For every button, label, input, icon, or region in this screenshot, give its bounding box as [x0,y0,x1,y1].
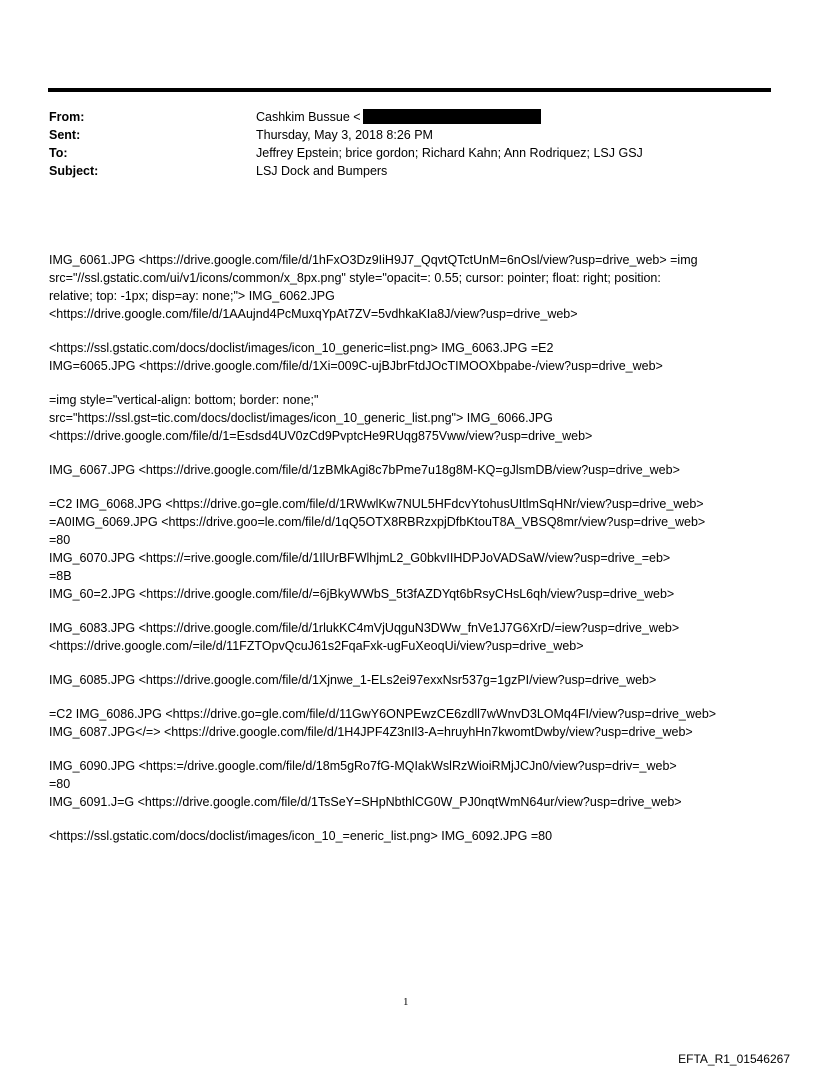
body-line: =8B [49,569,72,583]
body-line: IMG=6065.JPG <https://drive.google.com/file/d/1Xi=009C-ujBJbrFtdJOcTIMOOXbpabe-/view?usp=drive_web> [49,359,663,373]
body-line: relative; top: -1px; disp=ay: none;"> IMG_6062.JPG [49,289,335,303]
body-line: IMG_6090.JPG <https:=/drive.google.com/file/d/18m5gRo7fG-MQIakWslRzWioiRMjJCJn0/view?usp=driv=_web> [49,759,677,773]
page-number: 1 [403,996,409,1008]
from-value [256,108,541,126]
body-line: =A0IMG_6069.JPG <https://drive.goo=le.com/file/d/1qQ5OTX8RBRzxpjDfbKtouT8A_VBSQ8mr/view?usp=drive_web> [49,515,706,529]
body-line: <https://drive.google.com/=ile/d/11FZTOpvQcuJ61s2FqaFxk-ugFuXeoqUi/view?usp=drive_web> [49,639,584,653]
body-line: src="//ssl.gstatic.com/ui/v1/icons/common/x_8px.png" style="opacit=: 0.55; cursor: pointer; float: right; position: [49,271,661,285]
bates-number: EFTA_R1_01546267 [678,1052,790,1066]
from-label: From: [49,110,85,124]
from-name: Cashkim Bussue < [256,110,361,124]
body-paragraph [49,391,769,445]
body-line: IMG_6067.JPG <https://drive.google.com/file/d/1zBMkAgi8c7bPme7u18g8M-KQ=gJlsmDB/view?usp=drive_web> [49,463,680,477]
body-paragraph [49,461,769,479]
body-line: <https://ssl.gstatic.com/docs/doclist/images/icon_10_=eneric_list.png> IMG_6092.JPG =80 [49,829,553,843]
to-value: Jeffrey Epstein; brice gordon; Richard Kahn; Ann Rodriquez; LSJ GSJ [256,146,643,160]
body-line: =C2 IMG_6086.JPG <https://drive.go=gle.com/file/d/11GwY6ONPEwzCE6zdll7wWnvD3LOMq4FI/view?usp=drive_web> [49,707,717,721]
body-paragraph [49,495,769,603]
subject-value: LSJ Dock and Bumpers [256,164,388,178]
body-line: <https://drive.google.com/file/d/1AAujnd4PcMuxqYpAt7ZV=5vdhkaKIa8J/view?usp=drive_web> [49,307,578,321]
body-line: IMG_6061.JPG <https://drive.google.com/file/d/1hFxO3Dz9IiH9J7_QqvtQTctUnM=6nOsl/view?usp=drive_web> =img [49,253,698,267]
sent-value: Thursday, May 3, 2018 8:26 PM [256,128,433,142]
body-line: src="https://ssl.gst=tic.com/docs/doclist/images/icon_10_generic_list.png"> IMG_6066.JPG [49,411,553,425]
body-line: <https://drive.google.com/file/d/1=Esdsd4UV0zCd9PvptcHe9RUqg875Vww/view?usp=drive_web> [49,429,593,443]
body-paragraph [49,339,769,375]
header-rule [48,88,771,92]
to-row [49,144,769,162]
sent-label: Sent: [49,128,81,142]
body-paragraph [49,827,769,845]
body-paragraph [49,705,769,741]
to-label: To: [49,146,68,160]
body-line: IMG_6091.J=G <https://drive.google.com/file/d/1TsSeY=SHpNbthlCG0W_PJ0nqtWmN64ur/view?usp=drive_web> [49,795,682,809]
from-row [49,108,769,126]
body-line: <https://ssl.gstatic.com/docs/doclist/images/icon_10_generic=list.png> IMG_6063.JPG =E2 [49,341,554,355]
body-line: =80 [49,777,71,791]
subject-label: Subject: [49,164,99,178]
body-line: IMG_6085.JPG <https://drive.google.com/file/d/1Xjnwe_1-ELs2ei97exxNsr537g=1gzPI/view?usp=drive_web> [49,673,657,687]
redaction-box [363,109,541,124]
body-paragraph [49,251,769,323]
body-line: =80 [49,533,71,547]
email-header [49,108,769,180]
body-line: IMG_6070.JPG <https://=rive.google.com/file/d/1IlUrBFWlhjmL2_G0bkvIIHDPJoVADSaW/view?usp=drive_=eb> [49,551,671,565]
body-line: =C2 IMG_6068.JPG <https://drive.go=gle.com/file/d/1RWwlKw7NUL5HFdcvYtohusUItlmSqHNr/view?usp=drive_web> [49,497,704,511]
body-paragraph [49,757,769,811]
email-body [49,251,769,861]
sent-row [49,126,769,144]
body-line: IMG_6083.JPG <https://drive.google.com/file/d/1rlukKC4mVjUqguN3DWw_fnVe1J7G6XrD/=iew?usp=drive_web> [49,621,680,635]
body-line: =img style="vertical-align: bottom; border: none;" [49,393,319,407]
body-line: IMG_60=2.JPG <https://drive.google.com/file/d/=6jBkyWWbS_5t3fAZDYqt6bRsyCHsL6qh/view?usp=drive_web> [49,587,675,601]
body-paragraph [49,671,769,689]
body-line: IMG_6087.JPG</=> <https://drive.google.com/file/d/1H4JPF4Z3nIl3-A=hruyhHn7kwomtDwby/view?usp=drive_web> [49,725,693,739]
body-paragraph [49,619,769,655]
subject-row [49,162,769,180]
